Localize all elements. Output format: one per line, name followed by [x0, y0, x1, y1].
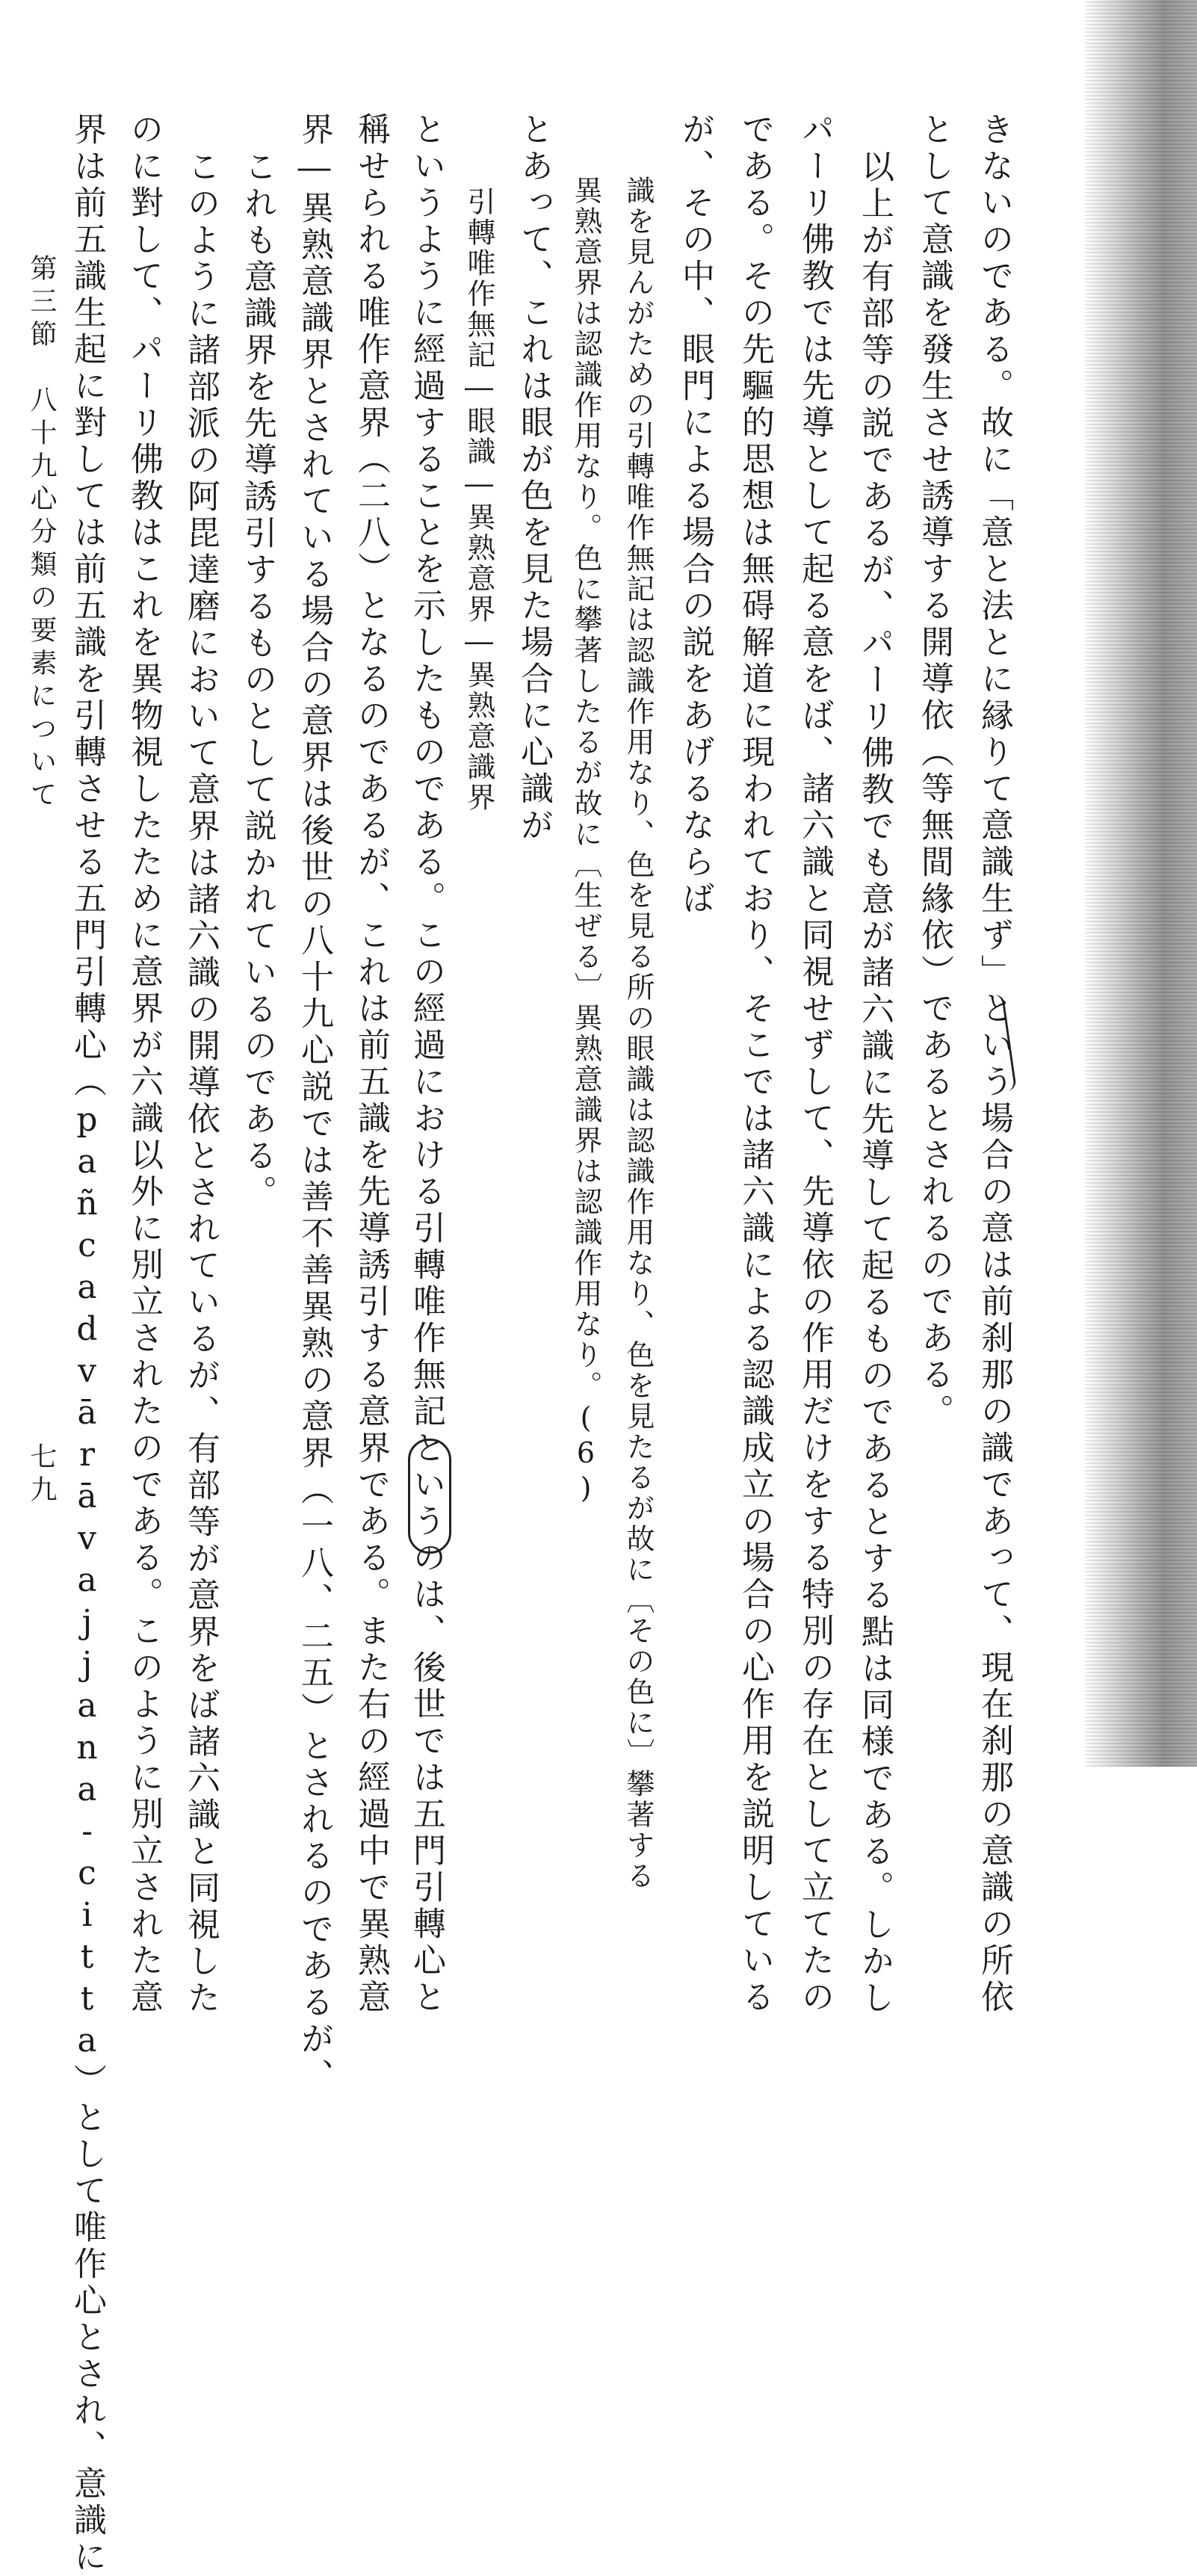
page-number: 七九	[26, 1442, 57, 1508]
text-column-5: である。その先驅的思想は無碍解道に現われており、そこでは諸六識による認識成立の場合の心作用を説明している	[736, 112, 774, 2016]
text-column-3: 以上が有部等の説であるが、パーリ佛教でも意が諸六識に先導して起るものであるとする點は同様である。しかし	[856, 149, 894, 2017]
quote-column-1: 識を見んがための引轉唯作無記は認識作用なり、色を見る所の眼識は認識作用なり、色を見たるが故に〔その色に〕攀著する	[622, 176, 655, 1891]
hand-drawn-circle	[408, 1439, 451, 1554]
text-column-12: このように諸部派の阿毘達磨において意界は諸六識の開導依とされているが、有部等が意界をば諸六識と同視した	[182, 149, 220, 2017]
text-column-2: として意識を發生させ誘導する開導依（等無間緣依）であるとされるのである。	[915, 112, 953, 1430]
text-column-11: これも意識界を先導誘引するものとして説かれているのである。	[238, 149, 276, 1211]
text-column-1: きないのである。故に「意と法とに縁りて意識生ず」という場合の意は前刹那の識であって、現在刹那の意識の所依	[975, 112, 1013, 2016]
text-column-9: 稱せられる唯作意界（二八）となるのであるが、これは前五識を先導誘引する意界である。また右の經過中で異熟意	[352, 112, 390, 2016]
text-column-8: というように經過することを示したものである。この經過における引轉唯作無記というのは、後世では五門引轉心と	[407, 112, 445, 2016]
quote-column-2: 異熟意界は認識作用なり。色に攀著したるが故に〔生ぜる〕異熟意識界は認識作用なり。(6)	[569, 176, 602, 1507]
text-column-6: が、その中、眼門による場合の説をあげるならば	[676, 112, 714, 918]
running-head: 第三節 八十九心分類の要素について	[26, 254, 57, 813]
text-column-10: 界―異熟意識界とされている場合の意界は後世の八十九心説では善不善異熟の意界（一八、二五）とされるのであるが、	[295, 112, 333, 2095]
text-column-4: パーリ佛教では先導として起る意をば、諸六識と同視せずして、先導依の作用だけをする特別の存在として立てたの	[796, 112, 834, 2016]
text-column-7: とあって、これは眼が色を見た場合に心識が	[515, 112, 553, 844]
text-column-14: 界は前五識生起に對しては前五識を引轉させる五門引轉心（pañcadvārāvajjana-citta）として唯作心とされ、意識に	[68, 112, 106, 2576]
text-column-13: のに對して、パーリ佛教はこれを異物視したために意界が六識以外に別立されたのである。このように別立された意	[125, 112, 163, 2016]
formula-column: 引轉唯作無記―眼識―異熟意界―異熟意識界	[463, 187, 495, 813]
scan-shadow-edge	[1085, 0, 1197, 1767]
